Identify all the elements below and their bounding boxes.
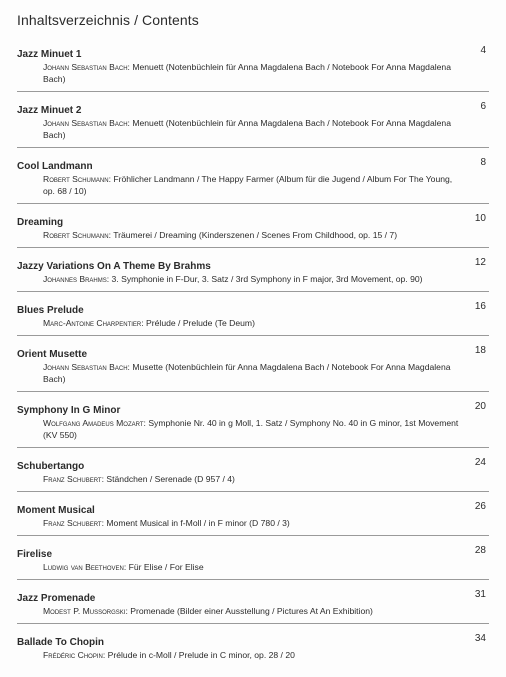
composer-name: Johann Sebastian Bach — [43, 362, 128, 372]
original-work: Ständchen / Serenade (D 957 / 4) — [106, 474, 235, 484]
original-work: Menuett (Notenbüchlein für Anna Magdalena Bach / Notebook For Anna Magdalena Bach) — [43, 62, 451, 84]
page-number: 12 — [474, 257, 486, 268]
piece-title: Cool Landmann — [17, 161, 93, 172]
original-work: Für Elise / For Elise — [128, 562, 204, 572]
original-work: Moment Musical in f-Moll / in F minor (D 780 / 3) — [106, 518, 290, 528]
page-number: 18 — [474, 345, 486, 356]
piece-title: Dreaming — [17, 217, 64, 228]
original-work: Promenade (Bilder einer Ausstellung / Pictures At An Exhibition) — [130, 606, 373, 616]
piece-credit — [17, 273, 489, 285]
composer-name: Robert Schumann — [43, 230, 109, 240]
piece-credit — [17, 517, 489, 529]
page-number: 16 — [474, 301, 486, 312]
contents-entry — [17, 458, 489, 492]
composer-name: Frédéric Chopin — [43, 650, 103, 660]
credit-separator: : — [101, 474, 107, 484]
contents-entry — [17, 46, 489, 92]
contents-entry — [17, 402, 489, 448]
contents-entry — [17, 158, 489, 204]
piece-credit — [17, 605, 489, 617]
piece-title: Jazz Minuet 2 — [17, 105, 82, 116]
composer-name: Franz Schubert — [43, 474, 102, 484]
piece-title: Moment Musical — [17, 505, 95, 516]
piece-credit — [17, 117, 489, 141]
piece-title: Blues Prelude — [17, 305, 84, 316]
credit-separator: : — [106, 274, 112, 284]
credit-separator: : — [127, 118, 133, 128]
piece-credit — [17, 317, 489, 329]
table-of-contents — [17, 10, 489, 677]
piece-credit — [17, 417, 489, 441]
contents-list — [17, 46, 489, 667]
contents-entry — [17, 102, 489, 148]
page-number: 10 — [474, 213, 486, 224]
credit-separator: : — [127, 62, 133, 72]
composer-name: Ludwig van Beethoven — [43, 562, 124, 572]
composer-name: Franz Schubert — [43, 518, 102, 528]
credit-separator: : — [141, 318, 147, 328]
composer-name: Johann Sebastian Bach — [43, 118, 128, 128]
contents-entry — [17, 502, 489, 536]
composer-name: Johannes Brahms — [43, 274, 107, 284]
contents-entry — [17, 214, 489, 248]
original-work: Symphonie Nr. 40 in g Moll, 1. Satz / Symphony No. 40 in G minor, 1st Movement (KV 550) — [43, 418, 459, 440]
contents-heading: Inhaltsverzeichnis / Contents — [17, 12, 199, 28]
piece-title: Symphony In G Minor — [17, 405, 121, 416]
page-number: 34 — [474, 633, 486, 644]
credit-separator: : — [143, 418, 149, 428]
contents-entry — [17, 258, 489, 292]
contents-entry — [17, 302, 489, 336]
piece-credit — [17, 61, 489, 85]
original-work: 3. Symphonie in F-Dur, 3. Satz / 3rd Symphony in F major, 3rd Movement, op. 90) — [111, 274, 423, 284]
original-work: Prélude / Prelude (Te Deum) — [146, 318, 255, 328]
contents-entry — [17, 634, 489, 667]
piece-title: Schubertango — [17, 461, 85, 472]
original-work: Menuett (Notenbüchlein für Anna Magdalena Bach / Notebook For Anna Magdalena Bach) — [43, 118, 451, 140]
page-number: 4 — [480, 45, 486, 56]
piece-credit — [17, 229, 489, 241]
credit-separator: : — [102, 650, 108, 660]
composer-name: Robert Schumann — [43, 174, 109, 184]
piece-title: Ballade To Chopin — [17, 637, 105, 648]
credit-separator: : — [108, 230, 114, 240]
piece-title: Jazz Promenade — [17, 593, 96, 604]
credit-separator: : — [108, 174, 114, 184]
piece-credit — [17, 173, 489, 197]
page-number: 24 — [474, 457, 486, 468]
page-number: 31 — [474, 589, 486, 600]
page-number: 26 — [474, 501, 486, 512]
contents-entry — [17, 546, 489, 580]
piece-credit — [17, 649, 489, 661]
credit-separator: : — [123, 562, 129, 572]
piece-title: Jazz Minuet 1 — [17, 49, 82, 60]
original-work: Prélude in c-Moll / Prelude in C minor, op. 28 / 20 — [107, 650, 295, 660]
composer-name: Modest P. Mussorgski — [43, 606, 126, 616]
piece-title: Jazzy Variations On A Theme By Brahms — [17, 261, 211, 272]
credit-separator: : — [125, 606, 131, 616]
page-number: 20 — [474, 401, 486, 412]
original-work: Träumerei / Dreaming (Kinderszenen / Scenes From Childhood, op. 15 / 7) — [113, 230, 398, 240]
credit-separator: : — [127, 362, 133, 372]
composer-name: Wolfgang Amadeus Mozart — [43, 418, 144, 428]
piece-credit — [17, 561, 489, 573]
contents-entry — [17, 590, 489, 624]
original-work: Musette (Notenbüchlein für Anna Magdalena Bach / Notebook For Anna Magdalena Bach) — [43, 362, 451, 384]
composer-name: Johann Sebastian Bach — [43, 62, 128, 72]
piece-title: Firelise — [17, 549, 53, 560]
piece-title: Orient Musette — [17, 349, 88, 360]
contents-entry — [17, 346, 489, 392]
original-work: Fröhlicher Landmann / The Happy Farmer (Album für die Jugend / Album For The Young, op. 68 / 10) — [43, 174, 453, 196]
piece-credit — [17, 361, 489, 385]
piece-credit — [17, 473, 489, 485]
composer-name: Marc-Antoine Charpentier — [43, 318, 142, 328]
credit-separator: : — [101, 518, 107, 528]
page-number: 8 — [480, 157, 486, 168]
page-number: 28 — [474, 545, 486, 556]
page-number: 6 — [480, 101, 486, 112]
